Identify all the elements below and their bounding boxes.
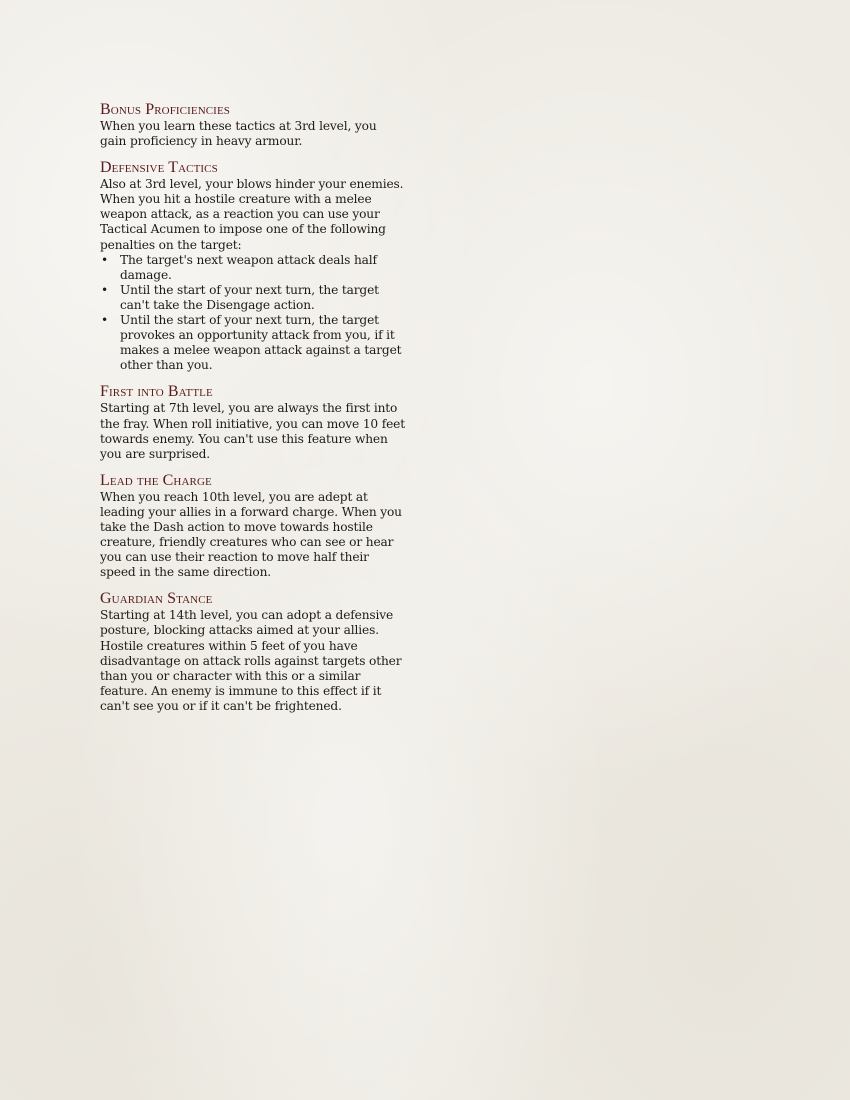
bullet-icon: • — [101, 313, 109, 328]
section-heading: Bonus Proficiencies — [100, 101, 230, 118]
section-paragraph: Also at 3rd level, your blows hinder your enemies. When you hit a hostile creature with a melee weapon attack, as a reaction you can use your Tactical Acumen to impose one of the following penalties on the target: — [100, 177, 404, 252]
list-item-text: Until the start of your next turn, the target provokes an opportunity attack from you, if it makes a melee weapon attack against a target other than you. — [120, 313, 402, 373]
list-item — [100, 283, 406, 313]
section-heading: Lead the Charge — [100, 471, 212, 489]
section-guardian-stance — [100, 589, 406, 714]
section-defensive-tactics — [100, 158, 406, 373]
list-item — [100, 253, 406, 283]
section-heading: Guardian Stance — [100, 590, 213, 608]
section-paragraph: Starting at 14th level, you can adopt a defensive posture, blocking attacks aimed at your allies. Hostile creatures within 5 feet of you have disadvantage on attack rolls against targets other than you or character with this or a similar feature. An enemy is immune to this effect if it can't see you or if it can't be frightened. — [100, 608, 402, 713]
list-item — [100, 313, 406, 373]
section-bonus-proficiencies — [100, 100, 406, 149]
list-item-text: The target's next weapon attack deals half damage. — [120, 252, 377, 282]
text-column — [100, 100, 406, 723]
list-item-text: Until the start of your next turn, the target can't take the Disengage action. — [120, 282, 379, 312]
section-paragraph: When you learn these tactics at 3rd level, you gain proficiency in heavy armour. — [100, 119, 377, 149]
section-paragraph: Starting at 7th level, you are always the first into the fray. When roll initiative, you can move 10 feet towards enemy. You can't use this feature when you are surprised. — [100, 401, 405, 461]
section-paragraph: When you reach 10th level, you are adept at leading your allies in a forward charge. When you take the Dash action to move towards hostile creature, friendly creatures who can see or hear you can use their reaction to move half their speed in the same direction. — [100, 489, 402, 580]
section-lead-the-charge — [100, 471, 406, 581]
bullet-list — [100, 253, 406, 374]
section-first-into-battle — [100, 382, 406, 461]
section-heading: First into Battle — [100, 383, 213, 401]
bullet-icon: • — [101, 252, 109, 267]
section-heading: Defensive Tactics — [100, 159, 218, 177]
bullet-icon: • — [101, 282, 109, 297]
